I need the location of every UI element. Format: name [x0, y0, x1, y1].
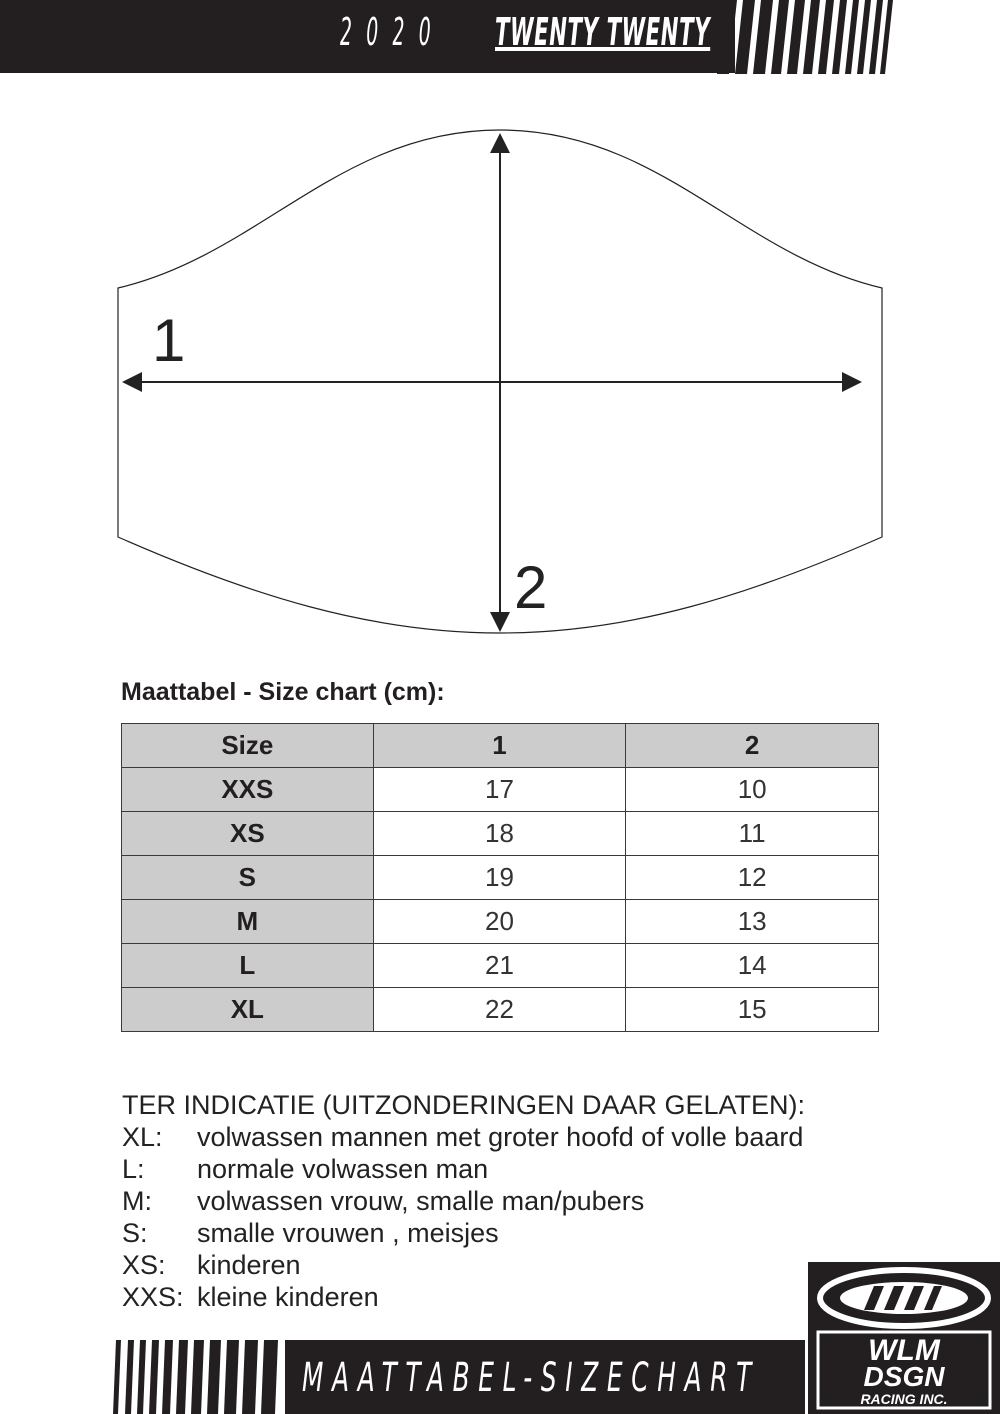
- banner-year: 2020: [340, 10, 446, 54]
- size-cell: XXS: [122, 768, 374, 812]
- note-text: normale volwassen man: [197, 1154, 489, 1184]
- note-text: smalle vrouwen , meisjes: [197, 1218, 499, 1248]
- note-item: [122, 1281, 805, 1313]
- size-cell: M: [122, 900, 374, 944]
- note-key: M:: [122, 1186, 152, 1216]
- value-cell: 14: [626, 944, 879, 988]
- dimension-label-1: 1: [152, 307, 186, 374]
- value-cell: 19: [373, 856, 626, 900]
- size-cell: L: [122, 944, 374, 988]
- value-cell: 13: [626, 900, 879, 944]
- bottom-stripes-decoration: [108, 1340, 288, 1414]
- logo-graphic: [808, 1262, 1000, 1414]
- size-cell: XS: [122, 812, 374, 856]
- note-key: S:: [122, 1218, 148, 1248]
- notes-heading: TER INDICATIE (UITZONDERINGEN DAAR GELATEN):: [122, 1090, 806, 1120]
- mask-diagram: [110, 125, 890, 645]
- header-size: Size: [122, 724, 374, 768]
- note-text: volwassen mannen met groter hoofd of volle baard: [197, 1122, 804, 1152]
- table-row: [122, 900, 879, 944]
- value-cell: 15: [626, 988, 879, 1032]
- logo-line-3: RACING INC.: [860, 1391, 948, 1407]
- note-item: [122, 1153, 805, 1185]
- size-cell: S: [122, 856, 374, 900]
- brand-logo: [808, 1262, 1000, 1414]
- value-cell: 21: [373, 944, 626, 988]
- value-cell: 20: [373, 900, 626, 944]
- note-item: [122, 1249, 805, 1281]
- table-row: [122, 988, 879, 1032]
- size-notes: [122, 1089, 805, 1313]
- note-key: XXS:: [122, 1282, 184, 1312]
- table-title: Maattabel - Size chart (cm):: [121, 678, 445, 706]
- table-row: [122, 856, 879, 900]
- logo-line-1: WLM: [868, 1334, 940, 1367]
- logo-line-2: DSGN: [863, 1361, 945, 1392]
- value-cell: 18: [373, 812, 626, 856]
- table-header-row: [122, 724, 879, 768]
- note-key: XS:: [122, 1250, 166, 1280]
- header-dim-2: 2: [626, 724, 879, 768]
- note-text: kleine kinderen: [197, 1282, 379, 1312]
- size-cell: XL: [122, 988, 374, 1032]
- table-row: [122, 944, 879, 988]
- header-dim-1: 1: [373, 724, 626, 768]
- top-stripes-decoration: [715, 0, 895, 74]
- note-text: volwassen vrouw, smalle man/pubers: [197, 1186, 645, 1216]
- dimension-label-2: 2: [514, 554, 548, 621]
- note-key: L:: [122, 1154, 145, 1184]
- footer-title: MAATTABEL-SIZECHART: [302, 1355, 760, 1401]
- size-table: [121, 723, 879, 1032]
- note-text: kinderen: [197, 1250, 301, 1280]
- table-row: [122, 812, 879, 856]
- note-item: [122, 1185, 805, 1217]
- banner-name: TWENTY TWENTY: [495, 10, 711, 54]
- value-cell: 12: [626, 856, 879, 900]
- table-row: [122, 768, 879, 812]
- value-cell: 17: [373, 768, 626, 812]
- note-item: [122, 1121, 805, 1153]
- note-key: XL:: [122, 1122, 163, 1152]
- note-item: [122, 1217, 805, 1249]
- value-cell: 22: [373, 988, 626, 1032]
- value-cell: 10: [626, 768, 879, 812]
- value-cell: 11: [626, 812, 879, 856]
